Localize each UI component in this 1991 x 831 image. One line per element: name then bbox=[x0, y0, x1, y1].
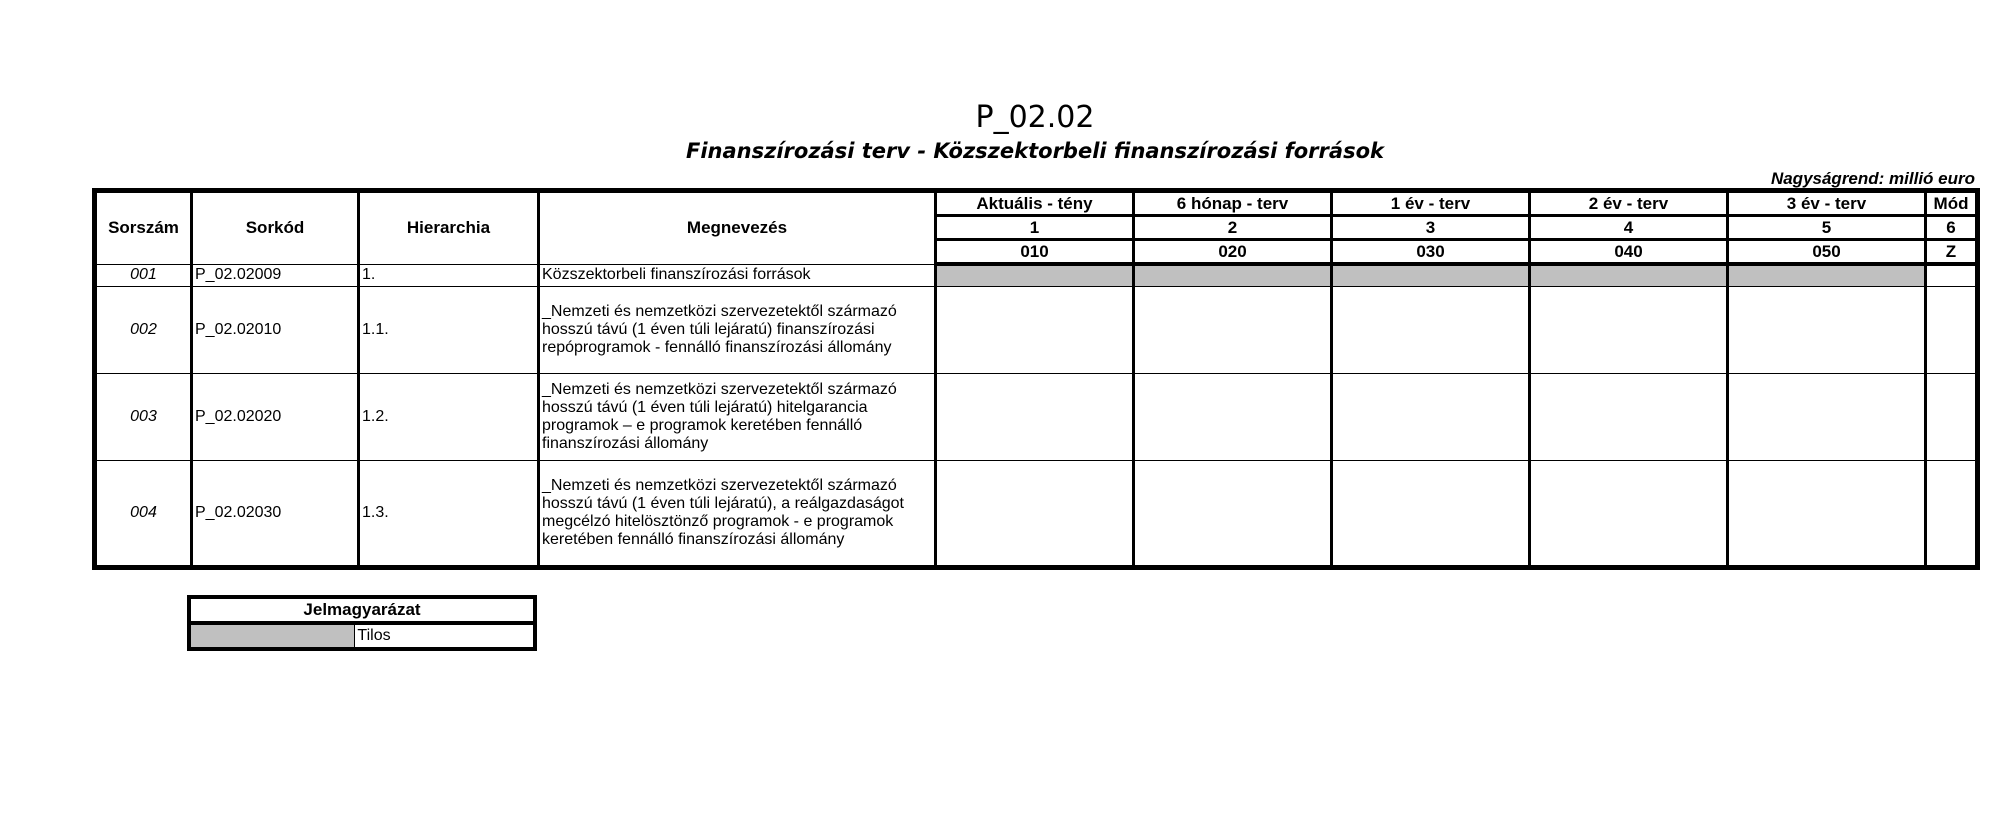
column-label: 2 év - terv bbox=[1530, 191, 1728, 216]
value-cell[interactable] bbox=[1134, 374, 1332, 461]
value-cell-mod[interactable] bbox=[1926, 461, 1978, 568]
column-code: 040 bbox=[1530, 240, 1728, 265]
row-sorszam: 003 bbox=[95, 374, 192, 461]
column-number: 1 bbox=[936, 216, 1134, 240]
value-cell[interactable] bbox=[1332, 374, 1530, 461]
value-cell-mod[interactable] bbox=[1926, 264, 1978, 287]
column-code: Z bbox=[1926, 240, 1978, 265]
value-cell[interactable] bbox=[936, 461, 1134, 568]
value-cell[interactable] bbox=[1332, 461, 1530, 568]
header-sorszam: Sorszám bbox=[95, 191, 192, 265]
value-cell-forbidden bbox=[936, 264, 1134, 287]
table-row bbox=[95, 287, 1978, 374]
row-sorkod: P_02.02010 bbox=[192, 287, 359, 374]
legend-label: Tilos bbox=[355, 623, 535, 649]
value-cell[interactable] bbox=[1134, 461, 1332, 568]
column-code: 010 bbox=[936, 240, 1134, 265]
header-megnevezes: Megnevezés bbox=[539, 191, 936, 265]
legend-table bbox=[187, 595, 537, 651]
column-number: 6 bbox=[1926, 216, 1978, 240]
row-sorkod: P_02.02030 bbox=[192, 461, 359, 568]
column-code: 020 bbox=[1134, 240, 1332, 265]
column-number: 5 bbox=[1728, 216, 1926, 240]
row-sorszam: 004 bbox=[95, 461, 192, 568]
column-label: Mód bbox=[1926, 191, 1978, 216]
column-code: 050 bbox=[1728, 240, 1926, 265]
finance-plan-table bbox=[92, 188, 1980, 570]
table-row bbox=[95, 461, 1978, 568]
value-cell[interactable] bbox=[1728, 461, 1926, 568]
unit-label: Nagyságrend: millió euro bbox=[1770, 169, 1975, 188]
column-number: 4 bbox=[1530, 216, 1728, 240]
value-cell[interactable] bbox=[1530, 287, 1728, 374]
row-sorszam: 001 bbox=[95, 264, 192, 287]
row-sorkod: P_02.02020 bbox=[192, 374, 359, 461]
legend-swatch bbox=[189, 623, 355, 649]
value-cell[interactable] bbox=[936, 374, 1134, 461]
row-sorkod: P_02.02009 bbox=[192, 264, 359, 287]
row-sorszam: 002 bbox=[95, 287, 192, 374]
row-megnevezes: _Nemzeti és nemzetközi szervezetektől származó hosszú távú (1 éven túli lejáratú) finanszírozási repóprogramok - fennálló finanszírozási állomány bbox=[539, 287, 936, 374]
value-cell-forbidden bbox=[1332, 264, 1530, 287]
table-row bbox=[95, 264, 1978, 287]
row-megnevezes: _Nemzeti és nemzetközi szervezetektől származó hosszú távú (1 éven túli lejáratú), a reálgazdaságot megcélzó hitelösztönző programok - e programok keretében fennálló finanszírozási állomány bbox=[539, 461, 936, 568]
header-sorkod: Sorkód bbox=[192, 191, 359, 265]
value-cell-forbidden bbox=[1728, 264, 1926, 287]
row-megnevezes: _Nemzeti és nemzetközi szervezetektől származó hosszú távú (1 éven túli lejáratú) hitelgarancia programok – e programok keretében fennálló finanszírozási állomány bbox=[539, 374, 936, 461]
row-hierarchia: 1.2. bbox=[359, 374, 539, 461]
value-cell[interactable] bbox=[1728, 287, 1926, 374]
value-cell[interactable] bbox=[1332, 287, 1530, 374]
value-cell[interactable] bbox=[1530, 374, 1728, 461]
row-hierarchia: 1.1. bbox=[359, 287, 539, 374]
value-cell-mod[interactable] bbox=[1926, 374, 1978, 461]
row-hierarchia: 1. bbox=[359, 264, 539, 287]
header-hierarchia: Hierarchia bbox=[359, 191, 539, 265]
value-cell-mod[interactable] bbox=[1926, 287, 1978, 374]
value-cell-forbidden bbox=[1530, 264, 1728, 287]
report-subtitle: Finanszírozási terv - Közszektorbeli finanszírozási források bbox=[686, 139, 1384, 163]
column-number: 3 bbox=[1332, 216, 1530, 240]
column-label: 3 év - terv bbox=[1728, 191, 1926, 216]
value-cell-forbidden bbox=[1134, 264, 1332, 287]
value-cell[interactable] bbox=[1134, 287, 1332, 374]
value-cell[interactable] bbox=[1728, 374, 1926, 461]
column-label: 6 hónap - terv bbox=[1134, 191, 1332, 216]
table-row bbox=[95, 374, 1978, 461]
column-code: 030 bbox=[1332, 240, 1530, 265]
value-cell[interactable] bbox=[1530, 461, 1728, 568]
row-hierarchia: 1.3. bbox=[359, 461, 539, 568]
report-code-title: P_02.02 bbox=[975, 100, 1095, 135]
column-label: Aktuális - tény bbox=[936, 191, 1134, 216]
value-cell[interactable] bbox=[936, 287, 1134, 374]
legend-title: Jelmagyarázat bbox=[189, 597, 535, 623]
column-label: 1 év - terv bbox=[1332, 191, 1530, 216]
column-number: 2 bbox=[1134, 216, 1332, 240]
row-megnevezes: Közszektorbeli finanszírozási források bbox=[539, 264, 936, 287]
